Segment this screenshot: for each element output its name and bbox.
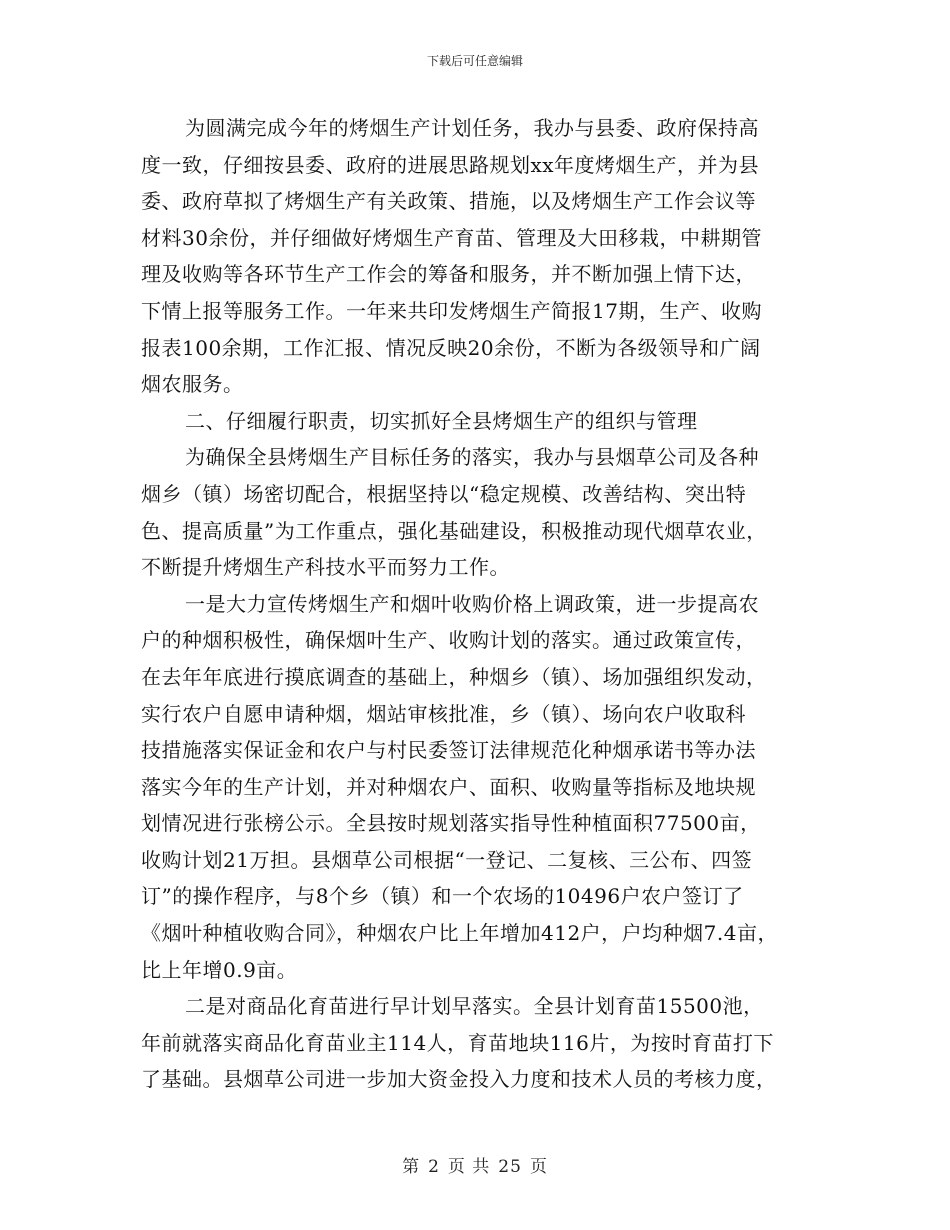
- text-line: 烟农服务。: [141, 372, 244, 397]
- text-line: 报表100余期，工作汇报、情况反映20余份，不断为各级领导和广阔: [141, 335, 761, 360]
- text-line: 色、提高质量”为工作重点，强化基础建设，积极推动现代烟草农业，: [141, 518, 767, 543]
- body-text: [141, 110, 831, 1098]
- text-line: 理及收购等各环节生产工作会的筹备和服务，并不断加强上情下达，: [141, 262, 756, 287]
- header-note: 下载后可任意编辑: [426, 54, 523, 68]
- page-footer: [0, 1152, 950, 1177]
- footer-current-page: 2: [428, 1157, 440, 1177]
- text-line: 不断提升烤烟生产科技水平而努力工作。: [141, 555, 510, 580]
- text-line: 一是大力宣传烤烟生产和烟叶收购价格上调政策，进一步提高农: [185, 591, 759, 616]
- text-line: 年前就落实商品化育苗业主114人，育苗地块116片，为按时育苗打下: [141, 1030, 774, 1055]
- text-line: 为圆满完成今年的烤烟生产计划任务，我办与县委、政府保持高: [185, 116, 759, 140]
- text-line: 落实今年的生产计划，并对种烟农户、面积、收购量等指标及地块规: [141, 774, 756, 799]
- text-line: 实行农户自愿申请种烟，烟站审核批准，乡（镇）、场向农户收取科: [141, 701, 746, 726]
- text-line: 二、仔细履行职责，切实抓好全县烤烟生产的组织与管理: [185, 408, 698, 433]
- text-line: 收购计划21万担。县烟草公司根据“一登记、二复核、三公布、四签: [141, 847, 753, 872]
- footer-total-pages: 25: [498, 1157, 522, 1177]
- text-line: 烟乡（镇）场密切配合，根据坚持以“稳定规模、改善结构、突出特: [141, 481, 747, 506]
- text-line: 《烟叶种植收购合同》，种烟农户比上年增加412户，户均种烟7.4亩，: [141, 921, 778, 946]
- footer-prefix: 第: [402, 1157, 421, 1177]
- text-line: 技措施落实保证金和农户与村民委签订法律规范化种烟承诺书等办法: [141, 738, 756, 763]
- footer-middle: 页 共: [447, 1157, 491, 1177]
- text-line: 材料30余份，并仔细做好烤烟生产育苗、管理及大田移栽，中耕期管: [141, 225, 762, 250]
- text-line: 为确保全县烤烟生产目标任务的落实，我办与县烟草公司及各种: [185, 445, 759, 470]
- text-line: 下情上报等服务工作。一年来共印发烤烟生产简报17期，生产、收购: [141, 298, 762, 323]
- text-line: 在去年年底进行摸底调查的基础上，种烟乡（镇）、场加强组织发动，: [141, 664, 767, 689]
- text-line: 委、政府草拟了烤烟生产有关政策、措施，以及烤烟生产工作会议等: [141, 189, 756, 214]
- text-line: 划情况进行张榜公示。全县按时规划落实指导性种植面积77500亩，: [141, 811, 761, 836]
- text-line: 度一致，仔细按县委、政府的进展思路规划xx年度烤烟生产，并为县: [141, 152, 760, 177]
- text-line: 户的种烟积极性，确保烟叶生产、收购计划的落实。通过政策宣传，: [141, 628, 756, 653]
- text-line: 了基础。县烟草公司进一步加大资金投入力度和技术人员的考核力度，: [141, 1067, 777, 1092]
- text-line: 二是对商品化育苗进行早计划早落实。全县计划育苗15500池，: [185, 994, 764, 1019]
- text-line: 订”的操作程序，与8个乡（镇）和一个农场的10496户农户签订了: [141, 884, 744, 909]
- footer-suffix: 页: [529, 1157, 548, 1177]
- text-line: 比上年增0.9亩。: [141, 957, 298, 982]
